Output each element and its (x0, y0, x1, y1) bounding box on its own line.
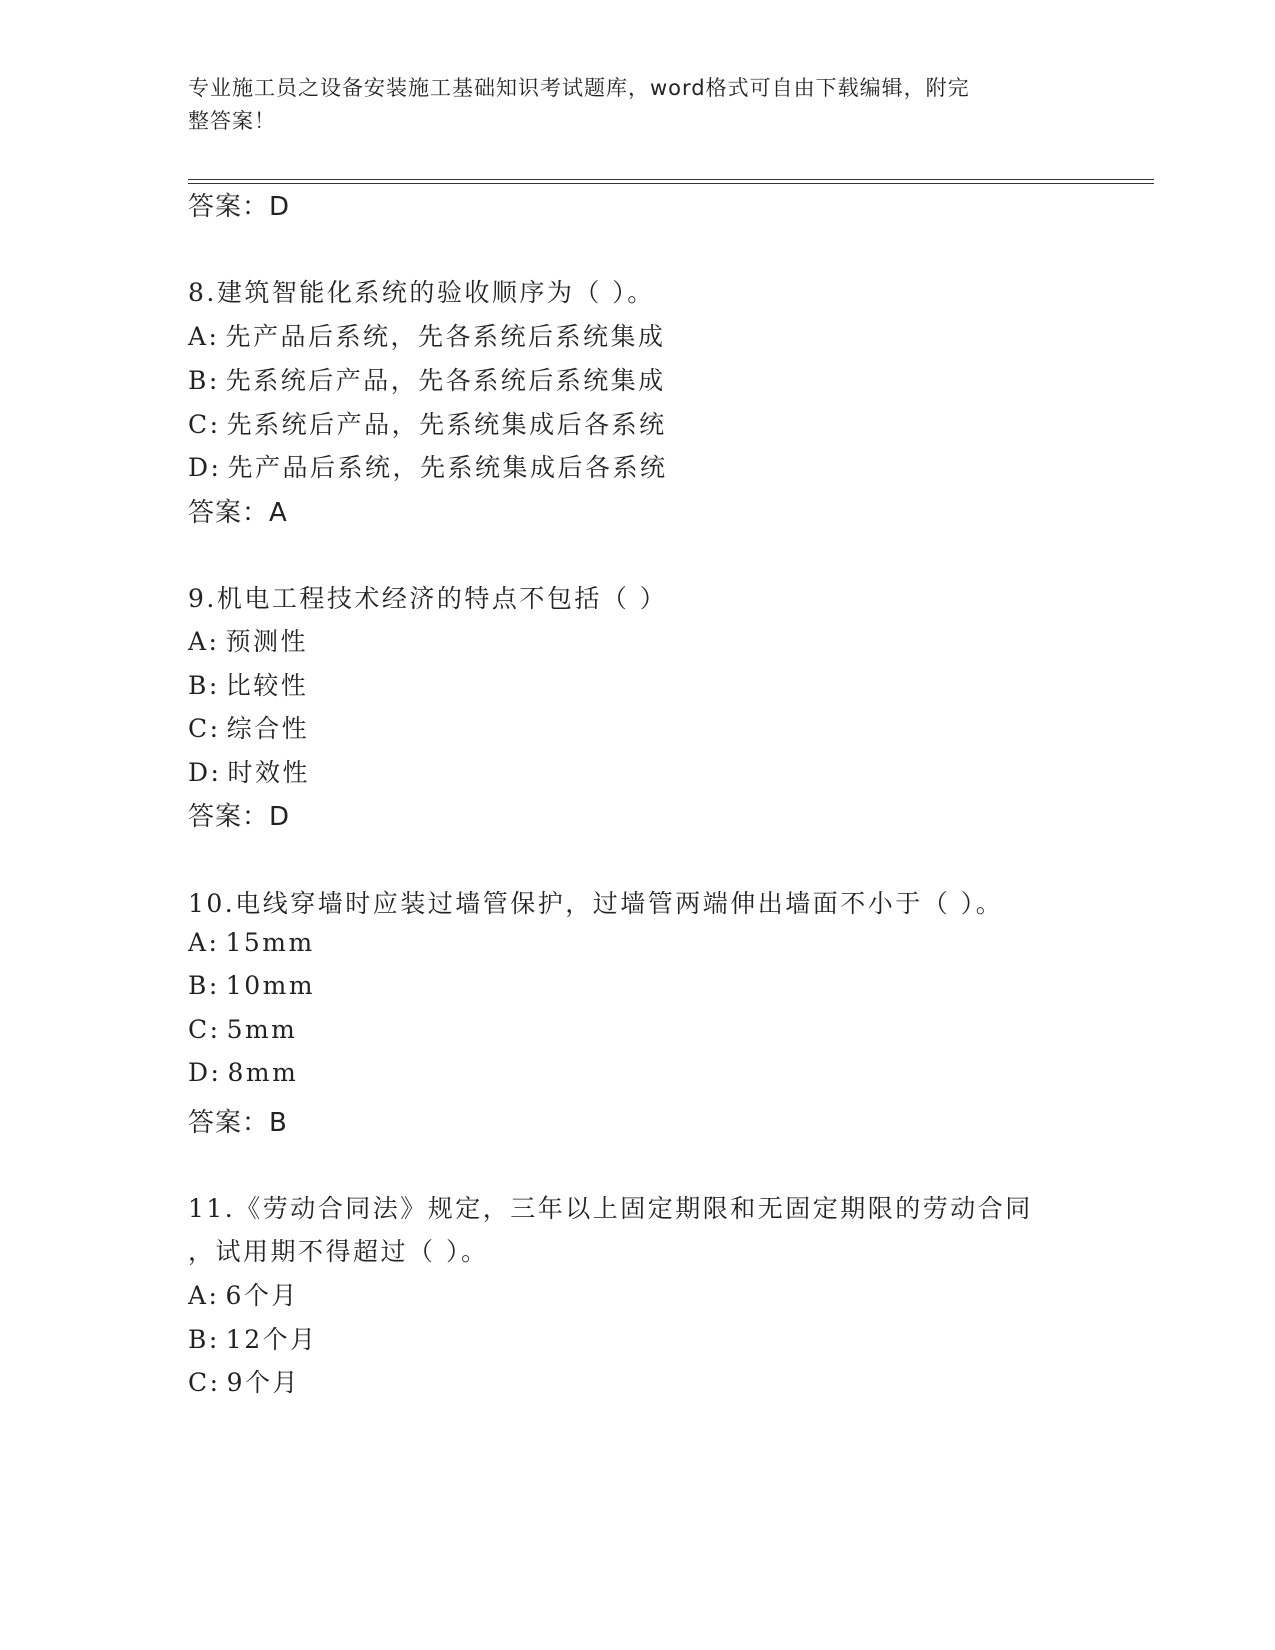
question-stem: 9.机电工程技术经济的特点不包括（ ） (188, 584, 668, 613)
option-d (188, 753, 310, 789)
option-b (188, 361, 666, 397)
option-text: 15mm (225, 928, 315, 957)
document-header (188, 72, 1088, 138)
option-label: C: (188, 1368, 221, 1397)
question-stem-continued: ，试用期不得超过（ ）。 (188, 1237, 489, 1266)
option-label: C: (188, 410, 221, 439)
option-d (188, 448, 667, 484)
option-label: A: (188, 322, 220, 351)
option-label: B: (188, 671, 220, 700)
question-stem: 8.建筑智能化系统的验收顺序为（ ）。 (188, 278, 655, 307)
answer-line: 答案：B (188, 1108, 288, 1138)
option-text: 预测性 (225, 627, 308, 656)
option-text: 时效性 (227, 758, 310, 787)
option-label: B: (188, 971, 220, 1000)
answer-line: 答案：A (188, 498, 288, 528)
option-label: A: (188, 627, 220, 656)
option-text: 先系统后产品，先系统集成后各系统 (226, 410, 667, 439)
option-a (188, 622, 308, 658)
option-text: 10mm (225, 971, 316, 1000)
option-label: A: (188, 1281, 220, 1310)
option-text: 先产品后系统，先各系统后系统集成 (225, 322, 666, 351)
option-text: 比较性 (225, 671, 309, 700)
option-label: A: (188, 928, 220, 957)
option-label: C: (188, 1015, 221, 1044)
option-a (188, 1276, 299, 1312)
option-text: 综合性 (226, 714, 310, 743)
option-label: B: (188, 1325, 220, 1354)
option-b (188, 971, 315, 1000)
option-text: 先产品后系统，先系统集成后各系统 (227, 453, 668, 482)
option-text: 9个月 (226, 1368, 300, 1397)
option-c (188, 709, 309, 745)
question-stem: 10.电线穿墙时应装过墙管保护，过墙管两端伸出墙面不小于（ ）。 (188, 889, 1004, 918)
header-line-2: 整答案！ (188, 109, 276, 133)
option-d (188, 1058, 298, 1087)
option-label: C: (188, 714, 221, 743)
option-text: 12个月 (225, 1325, 318, 1354)
option-label: D: (188, 1058, 222, 1087)
option-c (188, 405, 667, 441)
option-b (188, 1320, 318, 1356)
option-label: D: (188, 758, 222, 787)
option-label: B: (188, 366, 220, 395)
option-text: 5mm (226, 1015, 298, 1044)
question-stem: 11.《劳动合同法》规定，三年以上固定期限和无固定期限的劳动合同 (188, 1194, 1033, 1223)
option-b (188, 666, 308, 702)
option-label: D: (188, 453, 222, 482)
answer-line: 答案：D (188, 802, 291, 832)
option-a (188, 928, 315, 957)
answer-line: 答案：D (188, 192, 291, 222)
option-text: 8mm (227, 1058, 299, 1087)
header-divider-bottom (188, 183, 1154, 184)
option-c (188, 1015, 297, 1044)
option-a (188, 317, 666, 353)
header-divider-top (188, 179, 1154, 180)
option-text: 先系统后产品，先各系统后系统集成 (225, 366, 666, 395)
option-c (188, 1363, 300, 1399)
header-line-1: 专业施工员之设备安装施工基础知识考试题库，word格式可自由下载编辑，附完 (188, 76, 970, 100)
option-text: 6个月 (225, 1281, 299, 1310)
